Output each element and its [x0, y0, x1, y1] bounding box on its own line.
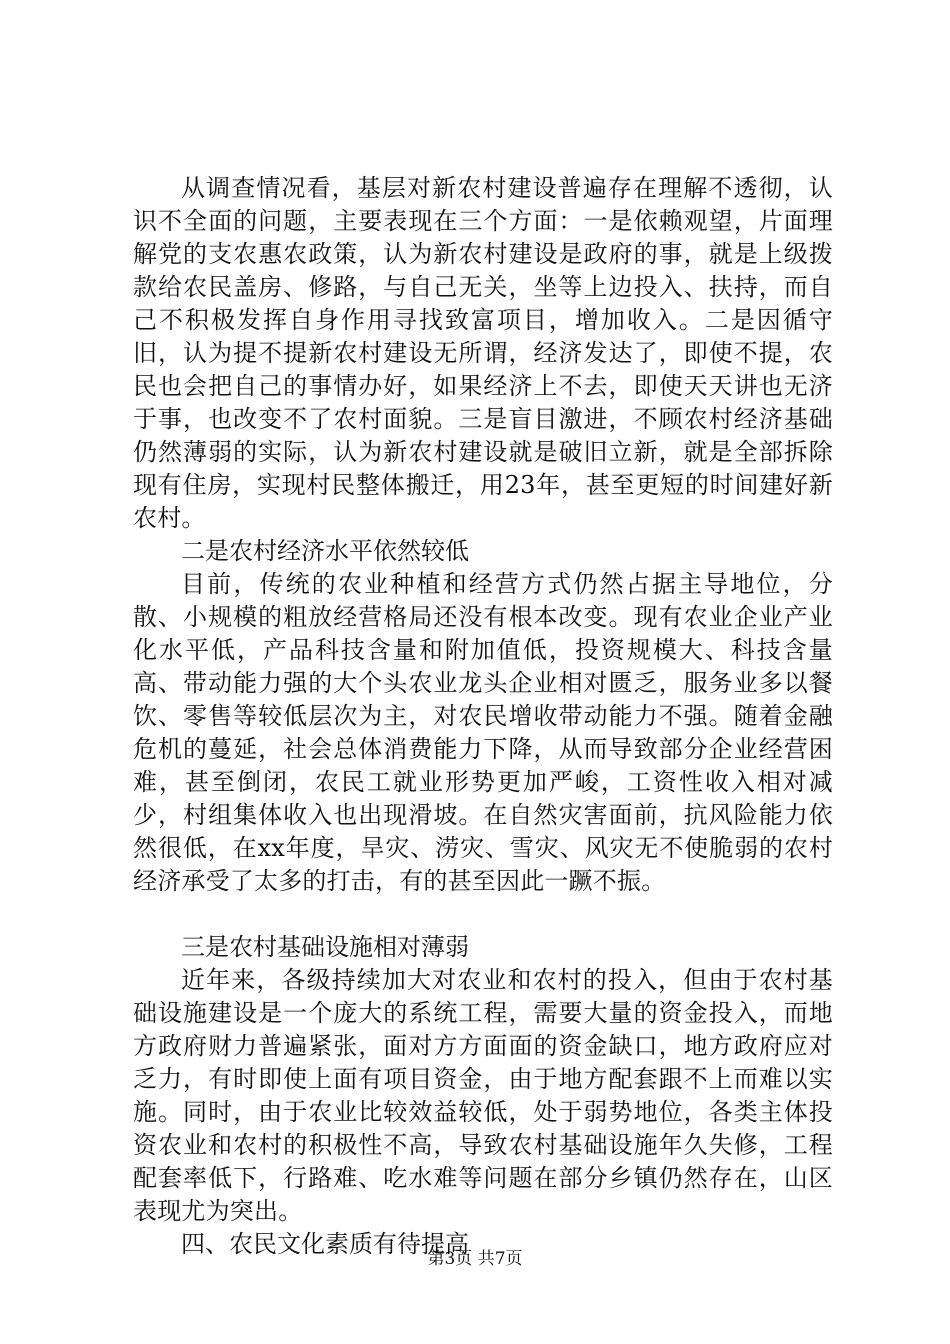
- page-footer: 第3页 共7页: [427, 1249, 523, 1269]
- document-body: [133, 172, 833, 1261]
- heading-economy: 二是农村经济水平依然较低: [181, 537, 469, 565]
- paragraph-spacer: [133, 898, 833, 931]
- heading-farmer-education: 四、农民文化素质有待提高: [181, 1230, 469, 1258]
- heading-infrastructure: 三是农村基础设施相对薄弱: [181, 933, 469, 961]
- paragraph-economy: 目前，传统的农业种植和经营方式仍然占据主导地位，分散、小规模的粗放经营格局还没有根本改变。现有农业企业产业化水平低，产品科技含量和附加值低，投资规模大、科技含量高、带动能力强的大个头农业龙头企业相对匮乏，服务业多以餐饮、零售等较低层次为主，对农民增收带动能力不强。随着金融危机的蔓延，社会总体消费能力下降，从而导致部分企业经营困难，甚至倒闭，农民工就业形势更加严峻，工资性收入相对减少，村组集体收入也出现滑坡。在自然灾害面前，抗风险能力依然很低，在xx年度，旱灾、涝灾、雪灾、风灾无不使脆弱的农村经济承受了太多的打击，有的甚至因此一蹶不振。: [133, 570, 833, 895]
- paragraph-infrastructure: 近年来，各级持续加大对农业和农村的投入，但由于农村基础设施建设是一个庞大的系统工程，需要大量的资金投入，而地方政府财力普遍紧张，面对方方面面的资金缺口，地方政府应对乏力，有时即使上面有项目资金，由于地方配套跟不上而难以实施。同时，由于农业比较效益较低，处于弱势地位，各类主体投资农业和农村的积极性不高，导致农村基础设施年久失修，工程配套率低下，行路难、吃水难等问题在部分乡镇仍然存在，山区表现尤为突出。: [133, 966, 833, 1225]
- paragraph-understanding: 从调查情况看，基层对新农村建设普遍存在理解不透彻，认识不全面的问题，主要表现在三个方面：一是依赖观望，片面理解党的支农惠农政策，认为新农村建设是政府的事，就是上级拨款给农民盖房、修路，与自己无关，坐等上边投入、扶持，而自己不积极发挥自身作用寻找致富项目，增加收入。二是因循守旧，认为提不提新农村建设无所谓，经济发达了，即使不提，农民也会把自己的事情办好，如果经济上不去，即使天天讲也无济于事，也改变不了农村面貌。三是盲目激进，不顾农村经济基础仍然薄弱的实际，认为新农村建设就是破旧立新，就是全部拆除现有住房，实现村民整体搬迁，用23年，甚至更短的时间建好新农村。: [133, 174, 833, 532]
